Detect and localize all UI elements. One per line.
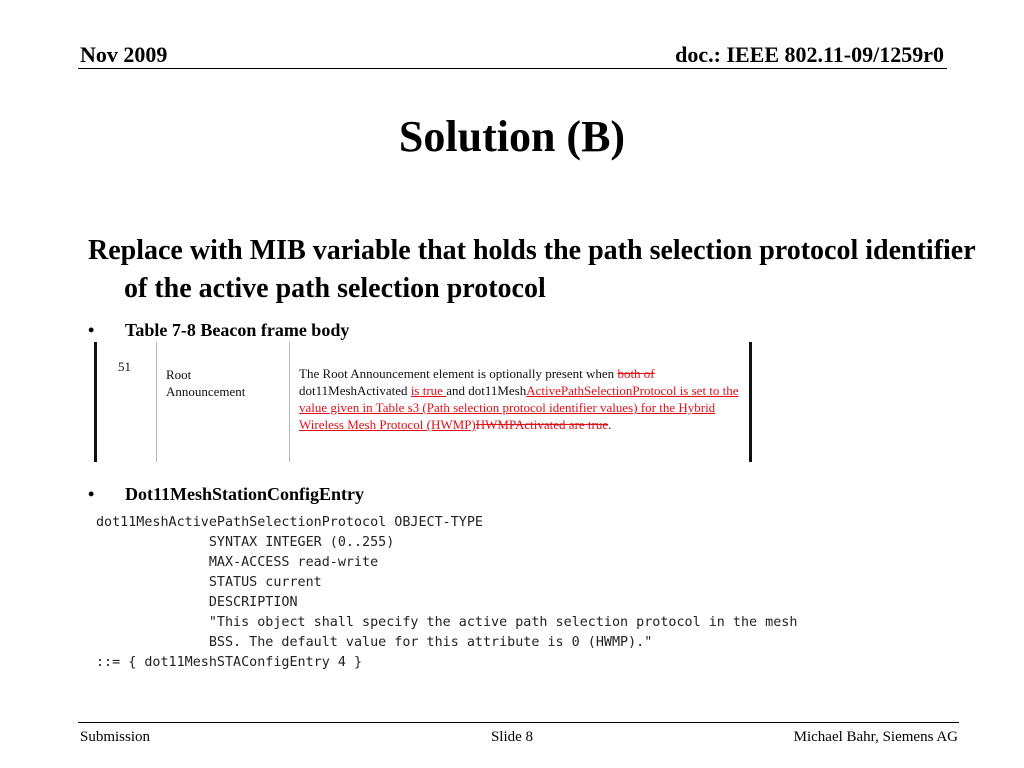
- bullet-marker: •: [88, 320, 95, 340]
- info-line: Root: [166, 367, 192, 382]
- bullet-mesh-config: [88, 484, 364, 505]
- footer-divider: [78, 722, 959, 723]
- header-doc-id: doc.: IEEE 802.11-09/1259r0: [675, 42, 944, 67]
- bullet-marker: •: [88, 484, 95, 504]
- info-line: Announcement: [166, 384, 246, 399]
- slide-title: Solution (B): [398, 112, 626, 161]
- header-date: Nov 2009: [80, 42, 168, 67]
- inserted-text: ActivePathSelectionProtocol is set to the value given in Table s3 (Path selection protocol identifier values) for the Hybrid Wireless Mesh Protocol (HWMP): [299, 383, 739, 432]
- footer-submission: Submission: [80, 729, 151, 745]
- code-line: dot11MeshActivePathSelectionProtocol OBJECT-TYPE: [96, 515, 483, 530]
- header-divider: [78, 68, 947, 69]
- table-cell-notes: [299, 365, 747, 433]
- bullet-text: Dot11MeshStationConfigEntry: [125, 484, 365, 504]
- bullet-beacon-frame: [88, 320, 349, 341]
- footer-slide-number: Slide 8: [490, 729, 534, 745]
- code-line: STATUS current: [96, 575, 322, 590]
- notes-text: .: [608, 417, 612, 432]
- table-column-divider: [156, 342, 157, 462]
- table-cell-information: [166, 366, 276, 400]
- beacon-table-excerpt: [94, 342, 752, 462]
- table-border-left: [94, 342, 97, 462]
- footer-author: Michael Bahr, Siemens AG: [793, 729, 958, 745]
- code-line: DESCRIPTION: [96, 595, 298, 610]
- deleted-text: both of: [617, 366, 655, 381]
- notes-text: dot11MeshActivated: [299, 383, 411, 398]
- mib-definition: [96, 513, 797, 673]
- code-line: MAX-ACCESS read-write: [96, 555, 379, 570]
- code-line: ::= { dot11MeshSTAConfigEntry 4 }: [96, 655, 363, 670]
- inserted-text: is true: [410, 383, 447, 398]
- deleted-text: HWMPActivated are true: [475, 417, 609, 432]
- table-column-divider: [289, 342, 290, 462]
- bullet-text: Table 7-8 Beacon frame body: [125, 320, 350, 340]
- code-line: BSS. The default value for this attribute is 0 (HWMP).": [96, 635, 653, 650]
- table-cell-order: 51: [118, 359, 131, 374]
- code-line: SYNTAX INTEGER (0..255): [96, 535, 395, 550]
- intro-paragraph: Replace with MIB variable that holds the path selection protocol identifier of the active path selection protocol: [88, 235, 976, 304]
- notes-text: The Root Announcement element is optionally present when: [299, 366, 618, 381]
- code-line: "This object shall specify the active path selection protocol in the mesh: [96, 615, 798, 630]
- notes-text: and dot11Mesh: [446, 383, 527, 398]
- table-border-right: [749, 342, 752, 462]
